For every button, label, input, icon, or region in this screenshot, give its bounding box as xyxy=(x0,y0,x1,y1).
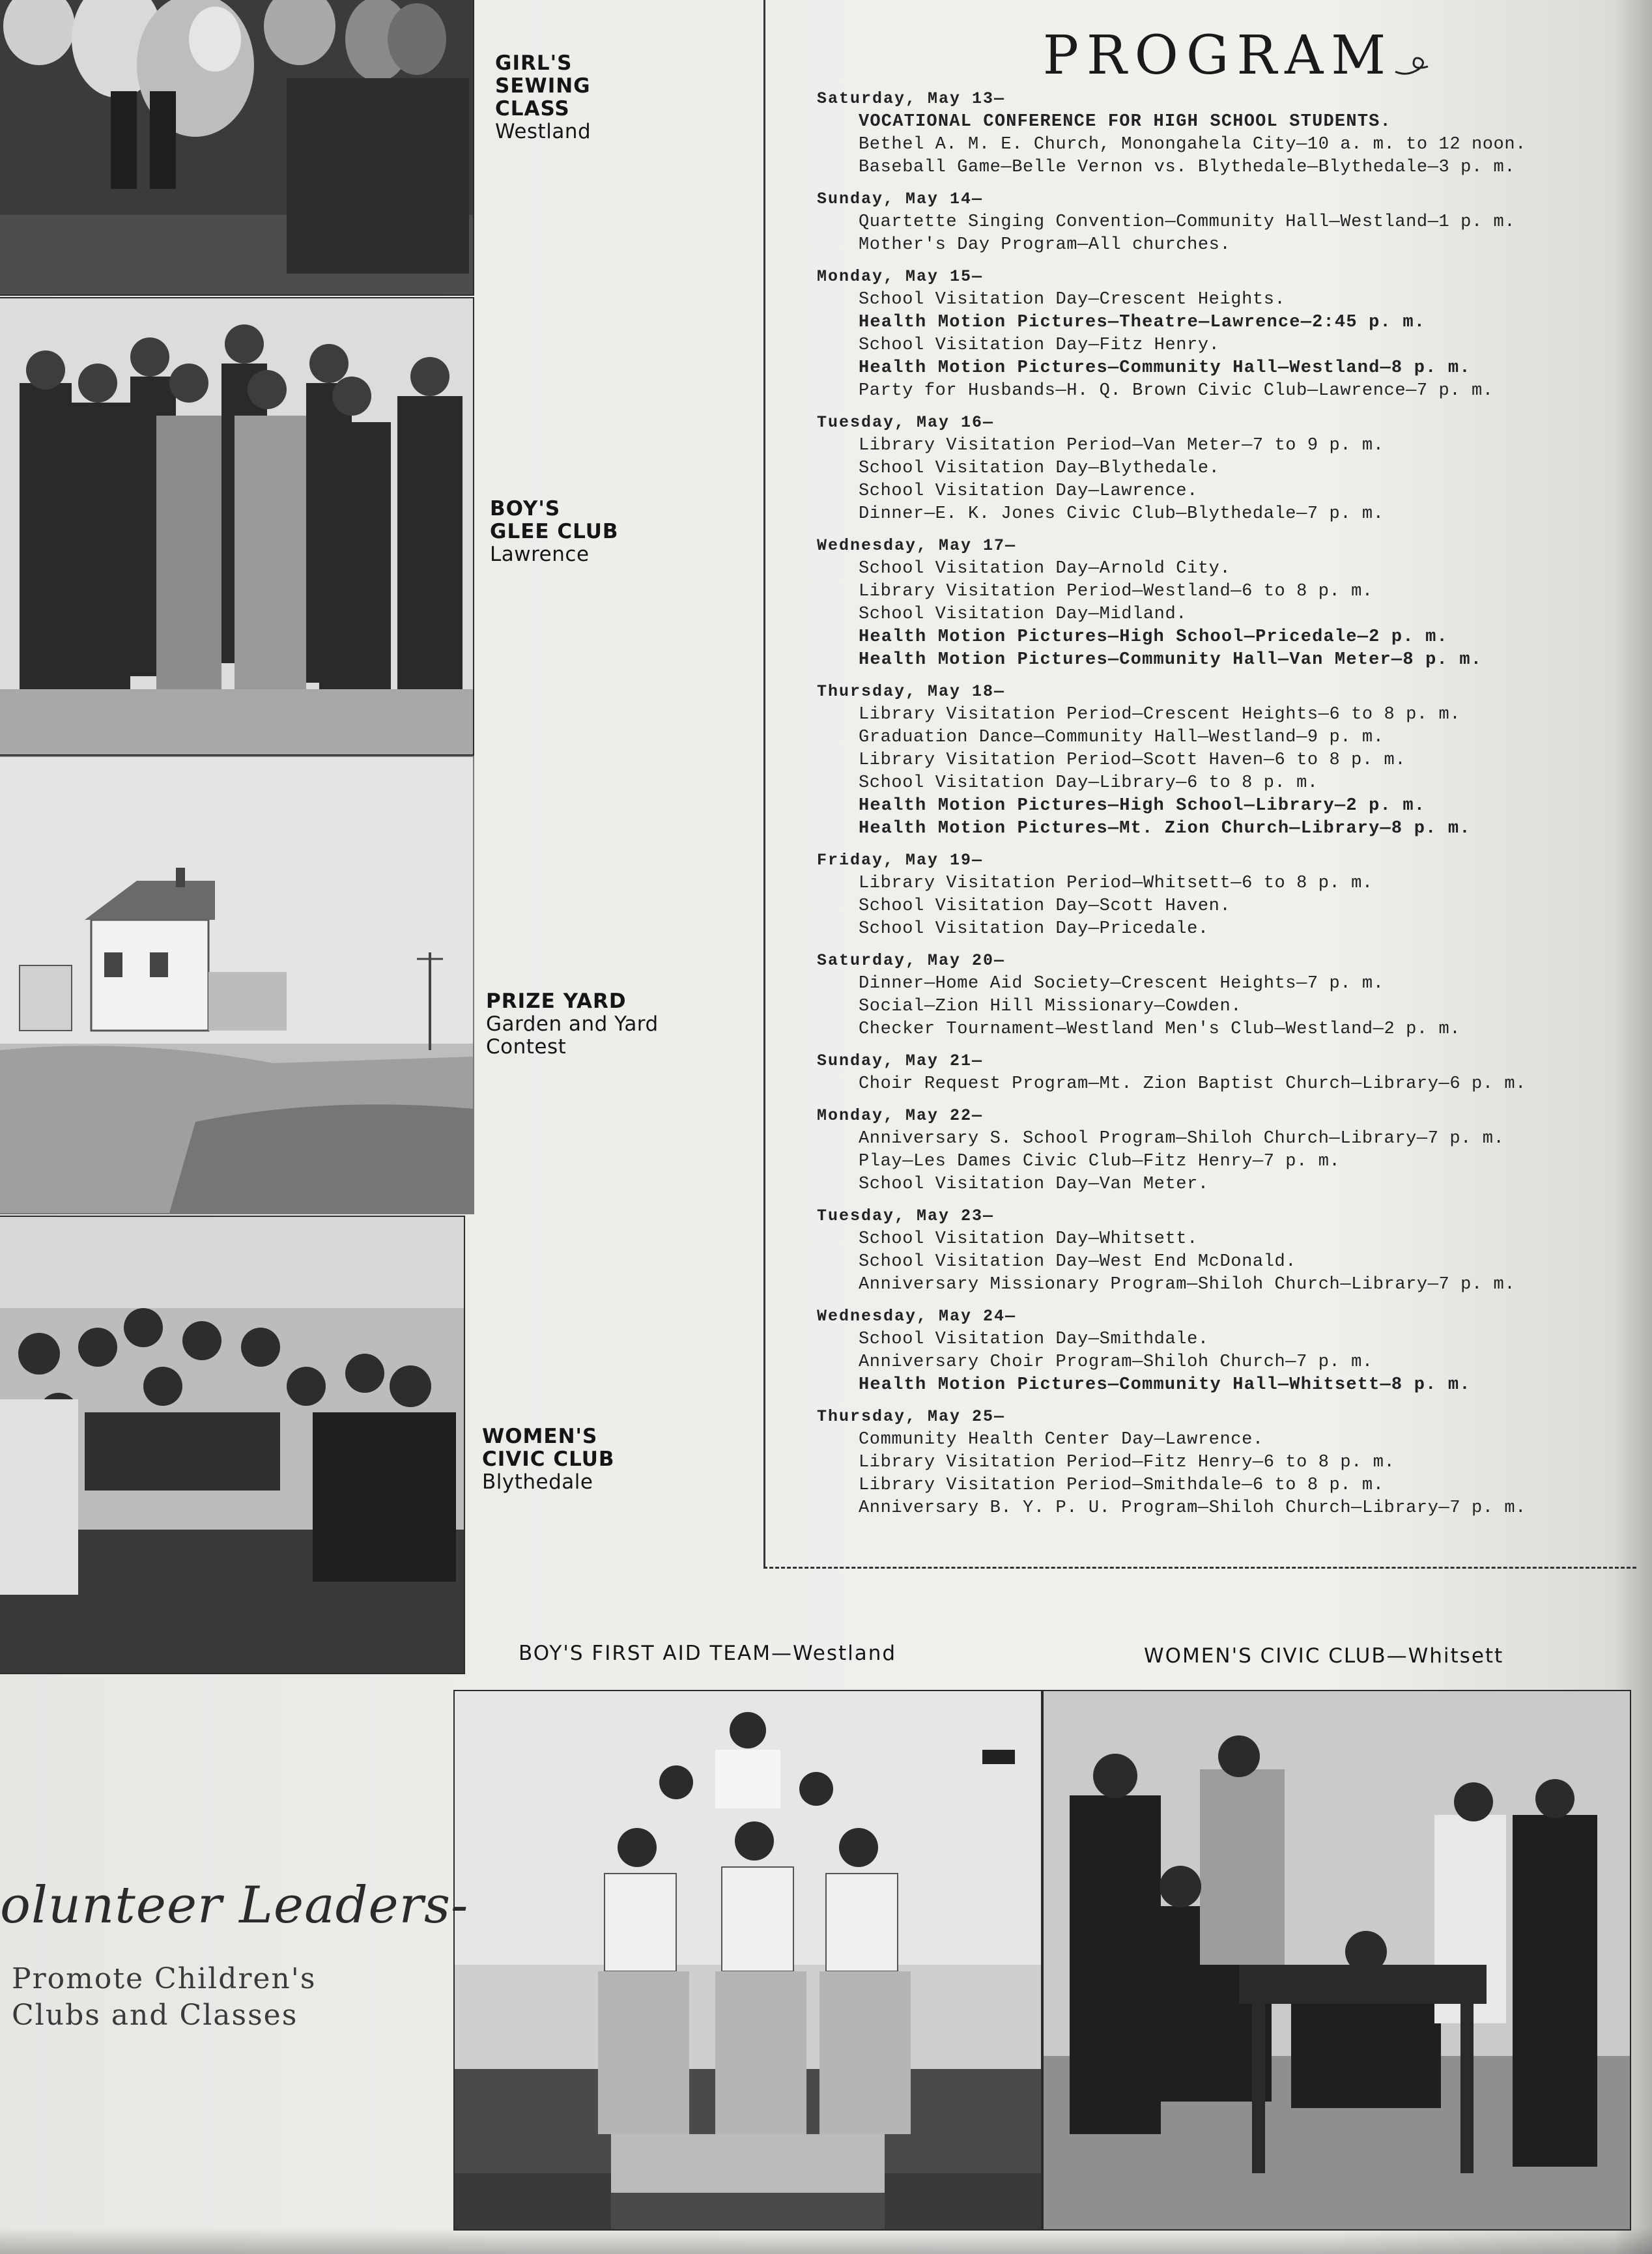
caption-title-line: WOMEN'S xyxy=(482,1425,598,1448)
caption-womens-civic-club-blythedale xyxy=(482,1425,615,1494)
photo-womens-civic-club-whitsett xyxy=(1042,1690,1631,2231)
program-day-heading: Thursday, May 18— xyxy=(817,682,1006,701)
program-event: Health Motion Pictures—Theatre—Lawrence—2:45 p. m. xyxy=(859,313,1426,332)
caption-boys-glee-club xyxy=(490,498,619,566)
program-day xyxy=(817,1104,1618,1196)
program-event: Library Visitation Period—Smithdale—6 to 8 p. m. xyxy=(859,1476,1384,1495)
program-day xyxy=(817,849,1618,941)
program-event: Library Visitation Period—Whitsett—6 to 8 p. m. xyxy=(859,874,1373,893)
program-event: School Visitation Day—Midland. xyxy=(859,605,1188,624)
program-event: Health Motion Pictures—High School—Library—2 p. m. xyxy=(859,796,1426,816)
caption-title-line: PRIZE YARD xyxy=(486,990,627,1013)
caption-title-line: BOY'S xyxy=(490,497,561,521)
program-event: School Visitation Day—Pricedale. xyxy=(859,919,1209,939)
caption-title-line: SEWING xyxy=(495,74,591,98)
photo-womens-civic-club-blythedale xyxy=(0,1216,465,1674)
program-day-heading: Thursday, May 25— xyxy=(817,1407,1006,1426)
photo-prize-yard xyxy=(0,756,474,1214)
caption-prize-yard xyxy=(486,990,659,1059)
program-event: Choir Request Program—Mt. Zion Baptist Church—Library—6 p. m. xyxy=(859,1074,1526,1094)
program-day xyxy=(817,87,1618,179)
glee-club-photo-image xyxy=(0,298,473,754)
program-event: Library Visitation Period—Westland—6 to 8 p. m. xyxy=(859,582,1373,601)
program-event: Library Visitation Period—Scott Haven—6 to 8 p. m. xyxy=(859,750,1406,770)
program-event: Dinner—Home Aid Society—Crescent Heights—7 p. m. xyxy=(859,974,1384,993)
program-event: Anniversary B. Y. P. U. Program—Shiloh Church—Library—7 p. m. xyxy=(859,1498,1526,1518)
program-event: Anniversary Missionary Program—Shiloh Church—Library—7 p. m. xyxy=(859,1275,1516,1294)
program-event: Library Visitation Period—Crescent Heights—6 to 8 p. m. xyxy=(859,705,1461,724)
program-event: School Visitation Day—Fitz Henry. xyxy=(859,335,1220,355)
caption-womens-civic-club-whitsett: WOMEN'S CIVIC CLUB—Whitsett xyxy=(1144,1644,1504,1668)
program-event: Health Motion Pictures—Community Hall—Van Meter—8 p. m. xyxy=(859,650,1483,670)
program-day-heading: Friday, May 19— xyxy=(817,851,984,870)
program-event: School Visitation Day—Crescent Heights. xyxy=(859,290,1286,309)
caption-boys-first-aid-team: BOY'S FIRST AID TEAM—Westland xyxy=(519,1642,897,1665)
program-day-heading: Monday, May 22— xyxy=(817,1106,984,1125)
caption-title-line: CLASS xyxy=(495,97,570,121)
caption-girls-sewing-class xyxy=(495,52,591,143)
caption-sub-line: Contest xyxy=(486,1035,567,1059)
program-day xyxy=(817,1305,1618,1397)
volunteer-leaders-headline: olunteer Leaders- xyxy=(0,1876,469,1935)
first-aid-photo-image xyxy=(455,1691,1041,2229)
program-event: School Visitation Day—Arnold City. xyxy=(859,559,1231,578)
caption-title-line: GIRL'S xyxy=(495,51,573,75)
promote-line: Clubs and Classes xyxy=(12,1999,298,2032)
program-title-text: PROGRAM xyxy=(1042,25,1394,87)
program-event: School Visitation Day—Lawrence. xyxy=(859,481,1198,501)
program-title xyxy=(1010,23,1427,89)
program-event: Graduation Dance—Community Hall—Westland—9 p. m. xyxy=(859,728,1384,747)
photo-boys-glee-club xyxy=(0,297,474,756)
program-event: Library Visitation Period—Van Meter—7 to 9 p. m. xyxy=(859,436,1384,455)
program-event: School Visitation Day—Library—6 to 8 p. m. xyxy=(859,773,1318,793)
caption-place: Lawrence xyxy=(490,543,590,566)
caption-place: Westland xyxy=(495,120,591,143)
program-event: Community Health Center Day—Lawrence. xyxy=(859,1430,1264,1449)
program-event: Health Motion Pictures—Mt. Zion Church—Library—8 p. m. xyxy=(859,819,1471,838)
page-bottom-shadow xyxy=(0,2228,1652,2254)
civic-club-photo-image xyxy=(0,1217,464,1673)
program-day-heading: Saturday, May 13— xyxy=(817,89,1006,108)
program-day-heading: Saturday, May 20— xyxy=(817,951,1006,970)
program-event: Bethel A. M. E. Church, Monongahela City—10 a. m. to 12 noon. xyxy=(859,135,1526,154)
caption-place: Blythedale xyxy=(482,1470,593,1494)
program-event: Health Motion Pictures—Community Hall—Whitsett—8 p. m. xyxy=(859,1375,1471,1395)
program-schedule xyxy=(817,87,1618,1528)
program-event: Quartette Singing Convention—Community Hall—Westland—1 p. m. xyxy=(859,212,1516,232)
program-day-heading: Sunday, May 14— xyxy=(817,190,984,208)
caption-title-line: GLEE CLUB xyxy=(490,520,619,543)
program-event: School Visitation Day—West End McDonald. xyxy=(859,1252,1297,1272)
program-day xyxy=(817,949,1618,1041)
program-event: School Visitation Day—Whitsett. xyxy=(859,1229,1198,1249)
program-event: Library Visitation Period—Fitz Henry—6 to 8 p. m. xyxy=(859,1453,1395,1472)
program-day-heading: Wednesday, May 17— xyxy=(817,536,1017,555)
program-event: School Visitation Day—Van Meter. xyxy=(859,1175,1209,1194)
program-day xyxy=(817,680,1618,840)
caption-title-line: CIVIC CLUB xyxy=(482,1448,615,1471)
title-swash-ornament xyxy=(1394,53,1433,79)
promote-line: Promote Children's xyxy=(12,1962,317,1995)
program-event: Party for Husbands—H. Q. Brown Civic Club—Lawrence—7 p. m. xyxy=(859,381,1494,401)
program-event: School Visitation Day—Scott Haven. xyxy=(859,896,1231,916)
program-event: School Visitation Day—Blythedale. xyxy=(859,459,1220,478)
program-day-heading: Sunday, May 21— xyxy=(817,1051,984,1070)
program-event: Play—Les Dames Civic Club—Fitz Henry—7 p. m. xyxy=(859,1152,1341,1171)
program-day xyxy=(817,534,1618,672)
program-day xyxy=(817,188,1618,257)
program-event: Dinner—E. K. Jones Civic Club—Blythedale—7 p. m. xyxy=(859,504,1384,524)
photo-boys-first-aid-team xyxy=(453,1690,1042,2231)
program-event: Baseball Game—Belle Vernon vs. Blythedale—Blythedale—3 p. m. xyxy=(859,158,1516,177)
photo-girls-sewing-class xyxy=(0,0,474,296)
program-day-heading: Tuesday, May 23— xyxy=(817,1206,995,1225)
program-event: Mother's Day Program—All churches. xyxy=(859,235,1231,255)
program-day xyxy=(817,1405,1618,1520)
program-event: Health Motion Pictures—Community Hall—Westland—8 p. m. xyxy=(859,358,1471,378)
program-day-heading: Tuesday, May 16— xyxy=(817,413,995,432)
caption-sub-line: Garden and Yard xyxy=(486,1012,659,1036)
program-event: Anniversary Choir Program—Shiloh Church—7 p. m. xyxy=(859,1352,1373,1372)
program-day xyxy=(817,265,1618,403)
whitsett-civic-club-photo-image xyxy=(1044,1691,1630,2229)
promote-subheading xyxy=(12,1961,316,2034)
program-day-heading: Monday, May 15— xyxy=(817,267,984,286)
program-event: VOCATIONAL CONFERENCE FOR HIGH SCHOOL STUDENTS. xyxy=(859,112,1391,132)
program-day-heading: Wednesday, May 24— xyxy=(817,1307,1017,1326)
program-event: Social—Zion Hill Missionary—Cowden. xyxy=(859,997,1242,1016)
program-day xyxy=(817,411,1618,526)
prize-yard-photo-image xyxy=(0,757,473,1213)
program-event: Anniversary S. School Program—Shiloh Church—Library—7 p. m. xyxy=(859,1129,1505,1148)
program-event: Health Motion Pictures—High School—Pricedale—2 p. m. xyxy=(859,627,1448,647)
sewing-class-photo-image xyxy=(0,0,473,294)
program-event: School Visitation Day—Smithdale. xyxy=(859,1330,1209,1349)
program-day xyxy=(817,1205,1618,1296)
program-day xyxy=(817,1049,1618,1096)
program-event: Checker Tournament—Westland Men's Club—Westland—2 p. m. xyxy=(859,1020,1461,1039)
